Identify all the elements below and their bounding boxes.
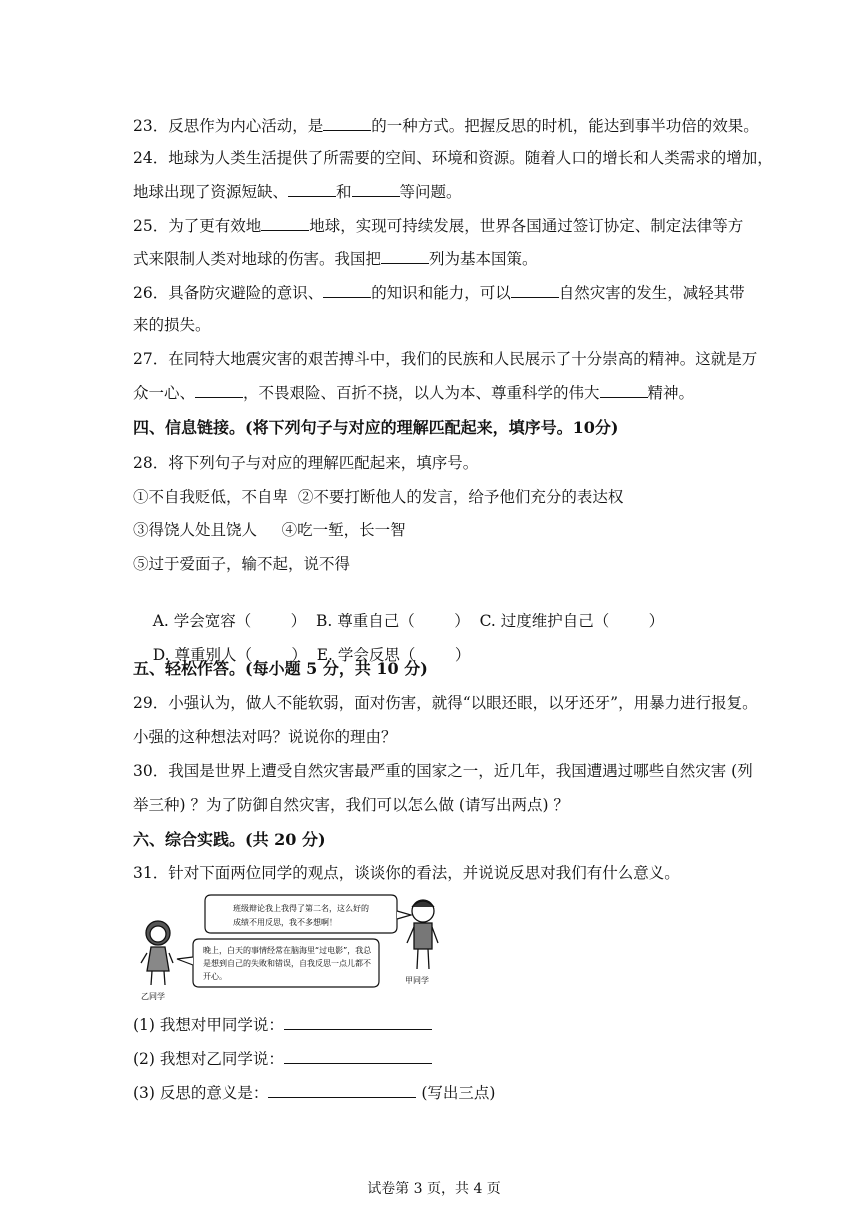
option-a[interactable]: A. 学会宽容（ ） [152, 612, 307, 630]
option-b[interactable]: B. 尊重自己（ ） [316, 612, 470, 630]
answer-1-line: (1) 我想对甲同学说： [133, 1013, 432, 1036]
q28-sentences-row2: ③得饶人处且饶人 ④吃一堑，长一智 [133, 521, 406, 539]
question-28-stem: 28．将下列句子与对应的理解匹配起来，填序号。 [133, 454, 479, 472]
answer-3-line: (3) 反思的意义是： (写出三点) [133, 1081, 495, 1104]
question-29-line1: 29．小强认为，做人不能软弱，面对伤害，就得“以眼还眼，以牙还牙”，用暴力进行报复。 [133, 694, 758, 712]
question-27-line1: 27．在同特大地震灾害的艰苦搏斗中，我们的民族和人民展示了十分崇高的精神。这就是万 [133, 350, 758, 368]
q28-sentences-row1: ①不自我贬低，不自卑 ②不要打断他人的发言，给予他们充分的表达权 [133, 488, 624, 506]
question-24-line2: 地球出现了资源短缺、 和 等问题。 [133, 180, 462, 203]
boy-figure [407, 900, 438, 969]
blank[interactable] [352, 180, 400, 197]
answer-1-input[interactable] [284, 1013, 432, 1030]
bubble-2-line3: 开心。 [203, 972, 227, 981]
comic-illustration [133, 893, 503, 1003]
girl-figure [141, 921, 173, 985]
option-d[interactable]: D. 尊重别人（ ） [152, 646, 307, 664]
blank[interactable] [600, 381, 648, 398]
question-29-line2: 小强的这种想法对吗？说说你的理由？ [133, 728, 397, 746]
section-5-heading: 五、轻松作答。(每小题 5 分，共 10 分) [133, 659, 428, 678]
bubble-2-line2: 是想到自己的失败和错误，自我反思一点儿都不 [203, 959, 371, 968]
blank[interactable] [261, 214, 309, 231]
question-24-line1: 24．地球为人类生活提供了所需要的空间、环境和资源。随着人口的增长和人类需求的增加， [133, 149, 773, 167]
question-31-stem: 31．针对下面两位同学的观点，谈谈你的看法，并说说反思对我们有什么意义。 [133, 864, 680, 882]
answer-2-line: (2) 我想对乙同学说： [133, 1047, 432, 1070]
q28-sentences-row3: ⑤过于爱面子，输不起，说不得 [133, 555, 351, 573]
bubble-1-line1: 班级辩论我上我得了第二名，这么好的 [233, 904, 369, 913]
label-right: 甲同学 [405, 976, 429, 985]
question-23: 23．反思作为内心活动，是 的一种方式。把握反思的时机，能达到事半功倍的效果。 [133, 114, 759, 137]
blank[interactable] [381, 247, 429, 264]
answer-3-input[interactable] [268, 1081, 416, 1098]
label-left: 乙同学 [141, 992, 165, 1001]
question-25-line1: 25．为了更有效地 地球，实现可持续发展，世界各国通过签订协定、制定法律等方 [133, 214, 743, 237]
bubble-2-line1: 晚上，白天的事情经常在脑海里“过电影”，我总 [203, 946, 372, 955]
section-4-heading: 四、信息链接。(将下列句子与对应的理解匹配起来，填序号。10分) [133, 418, 619, 437]
blank[interactable] [323, 114, 371, 131]
question-30-line1: 30．我国是世界上遭受自然灾害最严重的国家之一，近几年，我国遭遇过哪些自然灾害 (列 [133, 762, 753, 780]
question-25-line2: 式来限制人类对地球的伤害。我国把 列为基本国策。 [133, 247, 538, 270]
bubble-1-line2: 成绩不用反思，我不多想啊！ [233, 918, 337, 927]
blank[interactable] [195, 381, 243, 398]
speech-bubble-1 [205, 895, 411, 933]
question-26-line2: 来的损失。 [133, 316, 211, 334]
blank[interactable] [288, 180, 336, 197]
blank[interactable] [511, 281, 559, 298]
question-27-line2: 众一心、 ，不畏艰险、百折不挠，以人为本、尊重科学的伟大 精神。 [133, 381, 694, 404]
question-30-line2: 举三种) ？为了防御自然灾害，我们可以怎么做 (请写出两点) ？ [133, 796, 569, 814]
question-26-line1: 26．具备防灾避险的意识、 的知识和能力，可以 自然灾害的发生，减轻其带 [133, 281, 745, 304]
option-e[interactable]: E. 学会反思（ ） [316, 646, 471, 664]
speech-bubble-2 [177, 939, 379, 987]
option-c[interactable]: C. 过度维护自己（ ） [479, 612, 665, 630]
page-footer: 试卷第 3 页，共 4 页 [367, 1181, 501, 1197]
section-6-heading: 六、综合实践。(共 20 分) [133, 830, 326, 849]
answer-2-input[interactable] [284, 1047, 432, 1064]
blank[interactable] [323, 281, 371, 298]
